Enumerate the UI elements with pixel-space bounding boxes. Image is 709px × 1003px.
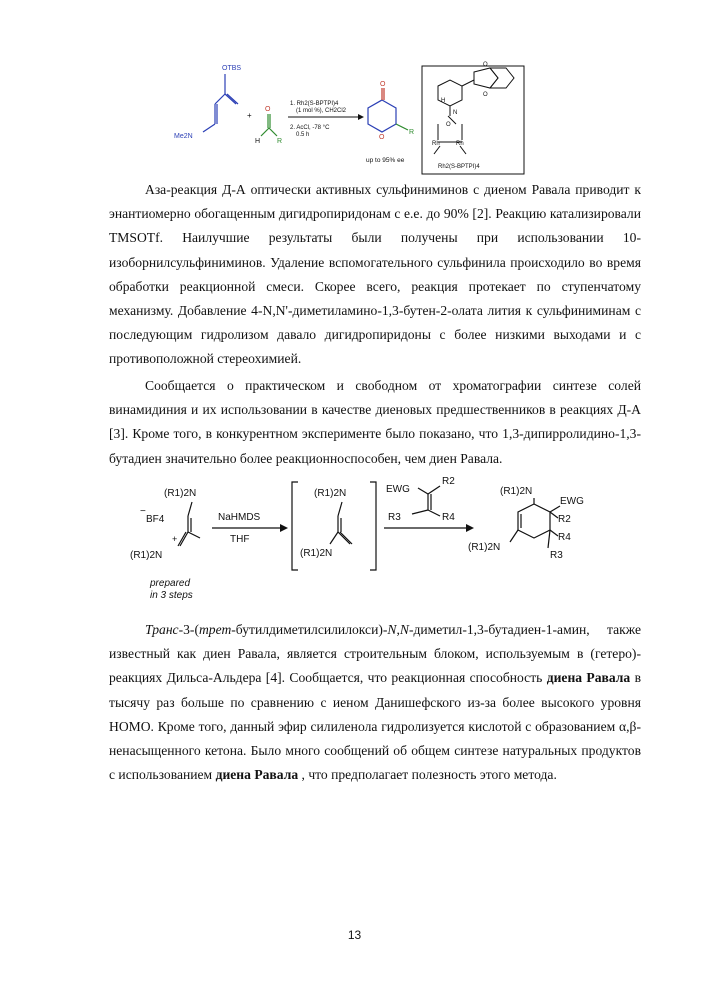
aldehyde-o: O — [265, 106, 271, 113]
condition-3: 2. AcCl, -78 °C — [290, 125, 330, 131]
dienophile-r2: R2 — [442, 476, 455, 487]
aldehyde-structure — [261, 114, 277, 136]
product-r2: R2 — [558, 514, 571, 525]
salt-structure — [178, 502, 200, 546]
product-ewg: EWG — [560, 496, 584, 507]
arrow-head-1 — [358, 114, 364, 120]
aldehyde-h: H — [255, 138, 261, 145]
intermediate-structure — [330, 502, 352, 544]
prepared-note-2: in 3 steps — [150, 590, 193, 601]
nme2-label: Me2N — [174, 133, 193, 140]
paragraph-3: Транс-3-(трет-бутилдиметилсилилокси)-N,N-диметил-1,3-бутадиен-1-амин, также известный как диен Равала, является строительным блоком, используемым в (гетеро)-реакциях Дильса-Альдера [4]. Сообщается, что реакционная способность диена Равала в тысячу раз больше по сравнению с иеном Данишефского из-за более высокого уровня HOMO. Кроме того, данный эфир силиленола гидролизуется кислотой с образованием α,β-ненасыщенного кетона. Было много сообщений об общем синтезе натуральных продуктов с использованием диена Равала , что предполагает полезность этого метода. — [109, 622, 641, 783]
product-r3: R3 — [550, 550, 563, 561]
bf4-label: BF4 — [146, 514, 165, 525]
condition-2: (1 mol %), CH2Cl2 — [296, 108, 347, 114]
catalyst-structure — [434, 68, 514, 154]
product-r4: R4 — [558, 532, 571, 543]
paragraph-1 — [109, 178, 641, 372]
dienophile-r4: R4 — [442, 512, 455, 523]
condition-1: 1. Rh2(S-BPTPI)4 — [290, 101, 339, 107]
prepared-note-1: prepared — [150, 578, 191, 589]
product-top-amine: (R1)2N — [500, 486, 533, 497]
product-ring-o: O — [379, 134, 385, 141]
paragraph-2 — [109, 374, 641, 471]
plus-sign: + — [247, 111, 252, 120]
para3-trans: Транс — [145, 622, 179, 637]
product-ring — [510, 498, 560, 548]
reagent-label: NaHMDS — [218, 512, 261, 523]
reaction-scheme-1 — [170, 46, 530, 176]
dienophile-structure — [412, 486, 440, 516]
bracket-right — [370, 482, 376, 570]
intermediate-bottom-amine: (R1)2N — [300, 548, 333, 559]
paragraph-1-text: Аза-реакция Д-А оптически активных сульфиниминов с диеном Равала приводит к энантиомерно обогащенным дигидропиридонам с е.е. до 90% [2]. Реакцию катализировали TMSOTf. Наилучшие результаты были получены при использовании 10-изоборнилсульфиниминов. Удаление вспомогательного сульфинила происходило во время обработки реакционной смеси. Скорее всего, реакция протекает по ступенчатому механизму. Добавление 4-N,N'-диметиламино-1,3-бутен-2-олата лития к сульфиниминам с последующим гидролизом давало дигидропиридоны с более низкими выходами и с противоположной стереохимией. — [109, 182, 641, 367]
catalyst-o2: O — [483, 92, 488, 98]
catalyst-rh1: Rh — [432, 141, 440, 147]
pyranone-product — [368, 88, 408, 132]
product-r: R — [409, 129, 415, 136]
otbs-label: OTBS — [222, 65, 242, 72]
catalyst-o1: O — [483, 62, 488, 68]
paragraph-2-text: Сообщается о практическом и свободном от хроматографии синтезе солей винамидиния и их использовании в качестве диеновых предшественников в реакциях Д-А [3]. Кроме того, в конкурентном эксперименте было показано, что 1,3-дипирролидино-1,3-бутадиен значительно более реакционноспособен, чем диен Равала. — [109, 378, 641, 466]
arrow-head-3 — [466, 524, 474, 532]
dienophile-r3: R3 — [388, 512, 401, 523]
bracket-left — [292, 482, 298, 570]
aldehyde-r: R — [277, 138, 283, 145]
reaction-scheme-2 — [130, 474, 610, 610]
ee-label: up to 95% ee — [366, 157, 405, 164]
catalyst-h: H — [441, 98, 446, 104]
product-left-amine: (R1)2N — [468, 542, 501, 553]
salt-top-amine: (R1)2N — [164, 488, 197, 499]
intermediate-top-amine: (R1)2N — [314, 488, 347, 499]
bold-rawal-2: диена Равала — [215, 767, 299, 783]
catalyst-n: N — [453, 110, 458, 116]
catalyst-label: Rh2(S-BPTPI)4 — [438, 164, 480, 170]
solvent-label: THF — [230, 534, 250, 545]
catalyst-rh2: Rh — [456, 141, 464, 147]
rawal-diene-structure — [203, 74, 238, 132]
dienophile-ewg: EWG — [386, 484, 410, 495]
arrow-head-2 — [280, 524, 288, 532]
condition-4: 0.5 h — [296, 132, 310, 138]
product-carbonyl-o: O — [380, 81, 386, 88]
page-number: 13 — [347, 928, 362, 942]
bf4-minus: − — [140, 506, 146, 517]
catalyst-o3: O — [446, 122, 451, 128]
salt-bottom-amine: (R1)2N — [130, 550, 163, 561]
bold-rawal-1: диена Равала — [546, 670, 631, 686]
catalyst-box — [422, 66, 524, 174]
iminium-plus: + — [172, 534, 178, 544]
